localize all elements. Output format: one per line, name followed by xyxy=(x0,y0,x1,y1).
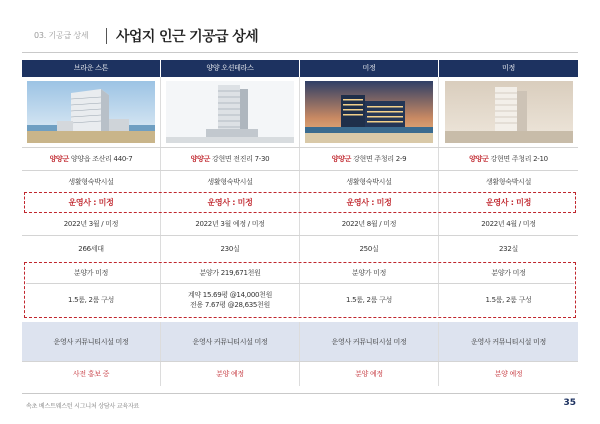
layout-text: 1.5룸, 2룸 구성 xyxy=(345,296,392,304)
building-photo xyxy=(305,81,433,143)
column-header: 양양 오션테라스 xyxy=(161,60,300,77)
building-photo xyxy=(445,81,573,143)
building-photo-night xyxy=(305,81,433,143)
date-cell: 2022년 3월 예정 / 미정 xyxy=(161,213,300,235)
units-cell: 230실 xyxy=(161,236,300,261)
layout-text: 계약 15.69평 @14,000천원 xyxy=(187,291,273,299)
operator-cell: 운영사 : 미정 xyxy=(485,197,531,207)
status-cell: 분양 예정 xyxy=(161,362,300,386)
price-cell: 분양가 219,671천원 xyxy=(161,263,300,283)
column-header-row xyxy=(22,60,578,77)
address-cell xyxy=(439,148,578,170)
photo-row xyxy=(22,77,578,147)
building-photo-brownstone xyxy=(27,81,155,143)
building-photo xyxy=(27,81,155,143)
date-cell: 2022년 4월 / 미정 xyxy=(481,220,536,228)
region-label: 양양군 xyxy=(49,155,69,163)
building-photo xyxy=(166,81,294,143)
layout-text: 1.5룸, 2룸 구성 xyxy=(67,296,114,304)
building-photo-beige xyxy=(445,81,573,143)
layout-text: 1.5룸, 2룸 구성 xyxy=(485,296,532,304)
status-cell: 사전 홍보 중 xyxy=(22,362,161,386)
photo-cell xyxy=(300,77,439,147)
address-cell xyxy=(161,148,300,170)
operator-cell: 운영사 : 미정 xyxy=(300,193,439,212)
type-row xyxy=(22,171,578,192)
community-cell: 운영사 커뮤니티시설 미정 xyxy=(471,337,546,346)
photo-cell xyxy=(439,77,578,147)
page-number: 35 xyxy=(563,398,576,408)
column-header: 브라운 스톤 xyxy=(22,60,161,77)
type-cell: 생활형숙박시설 xyxy=(300,171,439,192)
address-text: 강현면 주청리 2-10 xyxy=(490,155,548,163)
building-photo-oceanterrace xyxy=(166,81,294,143)
operator-cell: 운영사 : 미정 xyxy=(161,193,300,212)
status-row xyxy=(22,362,578,386)
layout-text: 전용 7.67평 @28,635천원 xyxy=(190,301,270,309)
units-cell: 266세대 xyxy=(22,236,161,261)
footer-note: 속초 베스트웨스턴 시그니처 상담사 교육자료 xyxy=(26,403,140,410)
type-cell: 생활형숙박시설 xyxy=(22,171,161,192)
address-row xyxy=(22,148,578,170)
region-label: 양양군 xyxy=(469,155,489,163)
price-cell: 분양가 미정 xyxy=(491,269,526,277)
type-cell: 생활형숙박시설 xyxy=(485,177,532,186)
photo-cell xyxy=(22,77,161,147)
date-cell: 2022년 8월 / 미정 xyxy=(300,213,439,235)
community-cell: 운영사 커뮤니티시설 미정 xyxy=(22,322,161,361)
price-cell: 분양가 미정 xyxy=(300,263,439,283)
date-row xyxy=(22,213,578,235)
region-label: 양양군 xyxy=(190,155,211,163)
price-layout-highlight-box xyxy=(24,262,576,318)
photo-cell xyxy=(161,77,300,147)
units-cell: 250실 xyxy=(300,236,439,261)
address-text: 양양읍 조산리 440-7 xyxy=(70,155,133,163)
type-cell: 생활형숙박시설 xyxy=(161,171,300,192)
operator-highlight-box xyxy=(24,192,576,213)
header-divider xyxy=(106,28,107,44)
price-cell: 분양가 미정 xyxy=(22,263,161,283)
header-rule xyxy=(22,52,578,53)
column-header: 미정 xyxy=(439,60,578,77)
address-cell xyxy=(22,148,161,170)
page-header xyxy=(22,24,578,50)
status-cell: 분양 예정 xyxy=(494,370,523,378)
units-cell: 232실 xyxy=(499,244,518,253)
community-cell: 운영사 커뮤니티시설 미정 xyxy=(300,322,439,361)
date-cell: 2022년 3월 / 미정 xyxy=(22,213,161,235)
address-cell xyxy=(300,148,439,170)
region-label: 양양군 xyxy=(331,155,352,163)
community-cell: 운영사 커뮤니티시설 미정 xyxy=(161,322,300,361)
operator-cell: 운영사 : 미정 xyxy=(22,193,161,212)
status-cell: 분양 예정 xyxy=(300,362,439,386)
units-row xyxy=(22,236,578,261)
community-row xyxy=(22,322,578,361)
page-footer xyxy=(22,394,578,416)
section-label: 03. 기공급 상세 xyxy=(34,31,89,40)
address-text: 강현면 전진리 7-30 xyxy=(212,155,270,163)
page-title: 사업지 인근 기공급 상세 xyxy=(116,29,259,45)
column-header: 미정 xyxy=(300,60,439,77)
address-text: 강현면 주청리 2-9 xyxy=(353,155,407,163)
